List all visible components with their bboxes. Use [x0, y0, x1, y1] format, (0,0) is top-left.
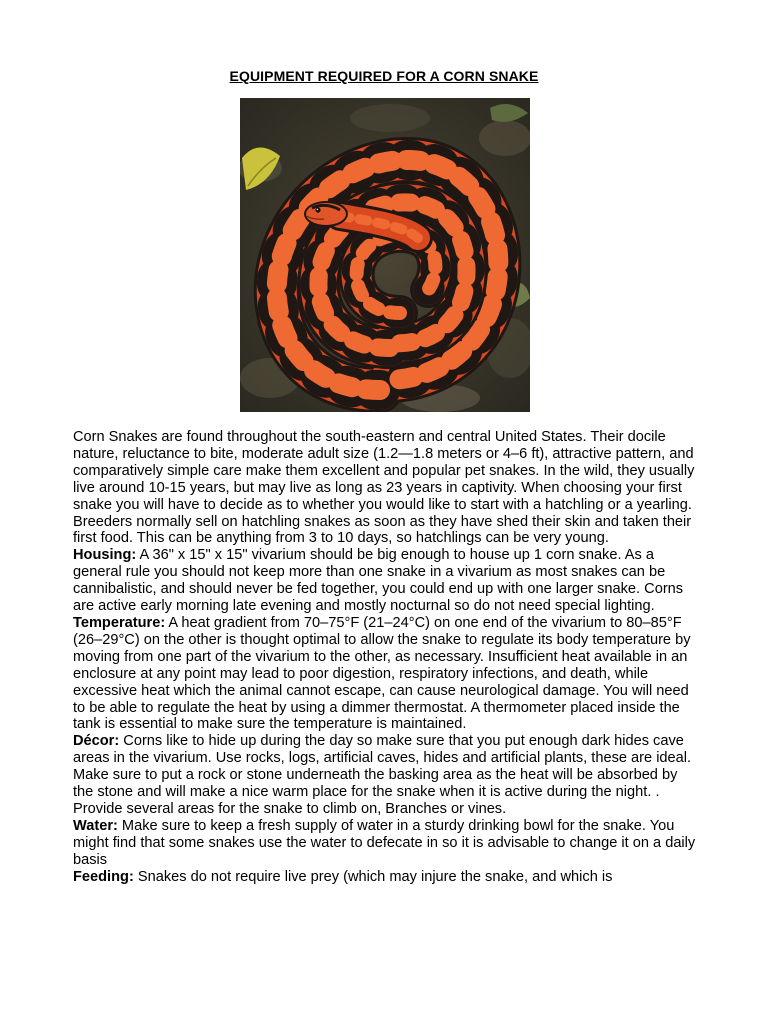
section-heading: Temperature:	[73, 614, 166, 631]
section-climbing	[73, 801, 699, 818]
section-text: A heat gradient from 70–75°F (21–24°C) on one end of the vivarium to 80–85°F (26–29°C) on the other is thought optimal to allow the snake to regulate its body temperature by moving from one part of the vivarium to the other, as necessary. Insufficient heat available in an enclosure at any point may lead to poor digestion, respiratory infections, and death, while excessive heat which the animal cannot escape, can cause neurological damage. You will need to be able to regulate the heat by using a dimmer thermostat. A thermometer placed inside the tank is essential to make sure the temperature is maintained.	[73, 614, 691, 733]
section-text: Snakes do not require live prey (which may injure the snake, and which is	[133, 868, 613, 885]
section-feeding	[73, 869, 699, 886]
section-text: Corns like to hide up during the day so make sure that you put enough dark hides cave areas in the vivarium. Use rocks, logs, artificial caves, hides and artificial plants, these are ideal. Make sure to put a rock or stone underneath the basking area as the heat will be absorbed by the stone and will make a nice warm place for the snake when it is active during the night. .	[73, 733, 692, 801]
section-text: A 36" x 15" x 15" vivarium should be big enough to house up 1 corn snake. As a general rule you should not keep more than one snake in a vivarium as most snakes can be cannibalistic, and should never be fed together, you could end up with one larger snake. Corns are active early morning late evening and mostly nocturnal so do not need special lighting.	[73, 547, 684, 615]
section-text: Make sure to keep a fresh supply of water in a sturdy drinking bowl for the snake. You might find that some snakes use the water to defecate in so it is advisable to change it on a daily basis	[73, 817, 696, 868]
intro-paragraph: Corn Snakes are found throughout the south-eastern and central United States. Their docile nature, reluctance to bite, moderate adult size (1.2—1.8 meters or 4–6 ft), attractive pattern, and comparatively simple care make them excellent and popular pet snakes. In the wild, they usually live around 10-15 years, but may live as long as 23 years in captivity. When choosing your first snake you will have to decide as to whether you would like to start with a hatchling or a yearling. Breeders normally sell on hatchling snakes as soon as they have shed their skin and taken their first food. This can be anything from 3 to 10 days, so hatchlings can be very young.	[73, 429, 695, 547]
section-heading: Feeding:	[73, 868, 134, 885]
corn-snake-illustration	[240, 98, 530, 412]
section-housing	[73, 547, 699, 615]
section-heading: Décor:	[73, 733, 120, 750]
document-body	[73, 429, 699, 885]
document-title: EQUIPMENT REQUIRED FOR A CORN SNAKE	[229, 68, 539, 84]
section-water	[73, 818, 699, 869]
section-temperature	[73, 615, 699, 733]
section-text: Provide several areas for the snake to climb on, Branches or vines.	[73, 800, 507, 817]
corn-snake-photo	[240, 98, 530, 412]
section-heading: Housing:	[73, 547, 137, 564]
section-decor	[73, 733, 699, 801]
section-heading: Water:	[73, 817, 118, 834]
